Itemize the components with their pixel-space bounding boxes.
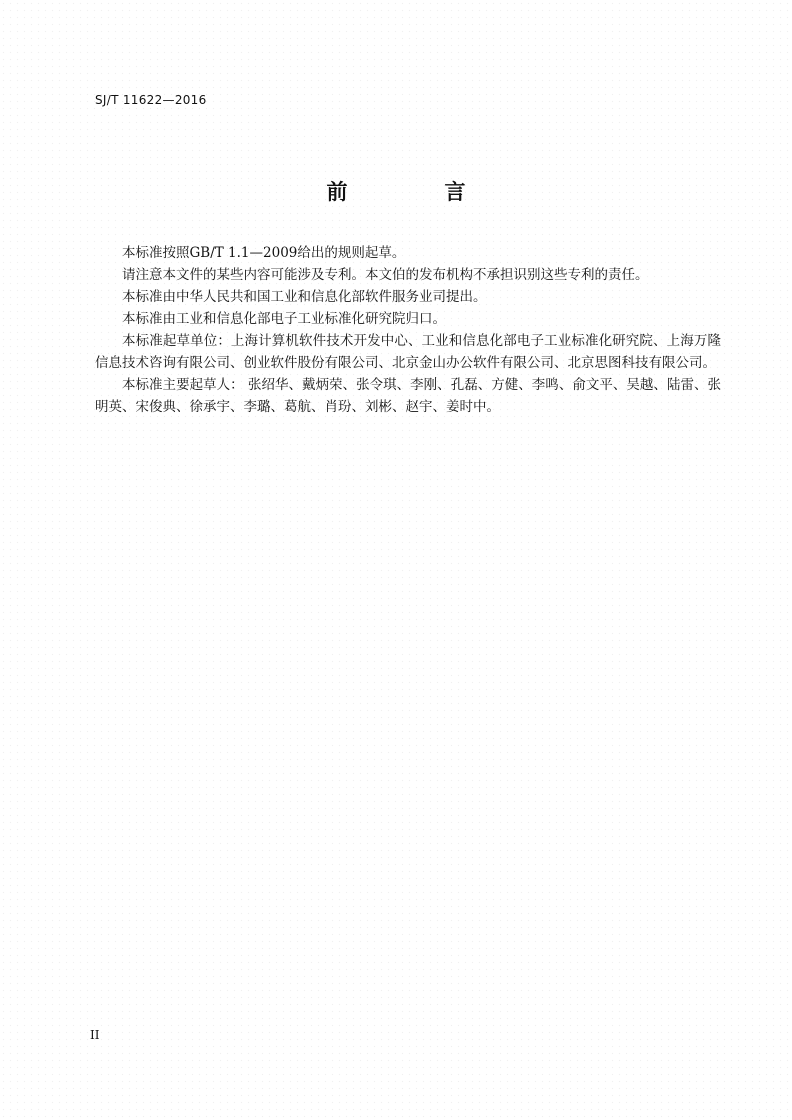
paragraph-drafting-rules: 本标准按照GB/T 1.1—2009给出的规则起草。 — [122, 245, 406, 261]
paragraph-drafters: 本标准主要起草人： 张绍华、戴炳荣、张令琪、李刚、孔磊、方健、李鸣、俞文平、吴越、陆雷、张明英、宋俊典、徐承宇、李璐、葛航、肖玢、刘彬、赵宇、姜时中。 — [95, 377, 721, 415]
paragraph-drafting-units: 本标准起草单位：上海计算机软件技术开发中心、工业和信息化部电子工业标准化研究院、上海万隆信息技术咨询有限公司、创业软件股份有限公司、北京金山办公软件有限公司、北京思图科技有限公司。 — [95, 333, 721, 371]
paragraph-patent-notice: 请注意本文件的某些内容可能涉及专利。本文伯的发布机构不承担识别这些专利的责任。 — [122, 267, 649, 283]
page-number: II — [90, 1028, 100, 1042]
paragraph-administrator: 本标准由工业和信息化部电子工业标准化研究院归口。 — [122, 311, 446, 327]
standard-code: SJ/T 11622—2016 — [95, 93, 207, 107]
foreword-body — [95, 242, 721, 418]
paragraph-proposer: 本标准由中华人民共和国工业和信息化部软件服务业司提出。 — [122, 289, 487, 305]
page-title: 前 言 — [326, 180, 504, 204]
